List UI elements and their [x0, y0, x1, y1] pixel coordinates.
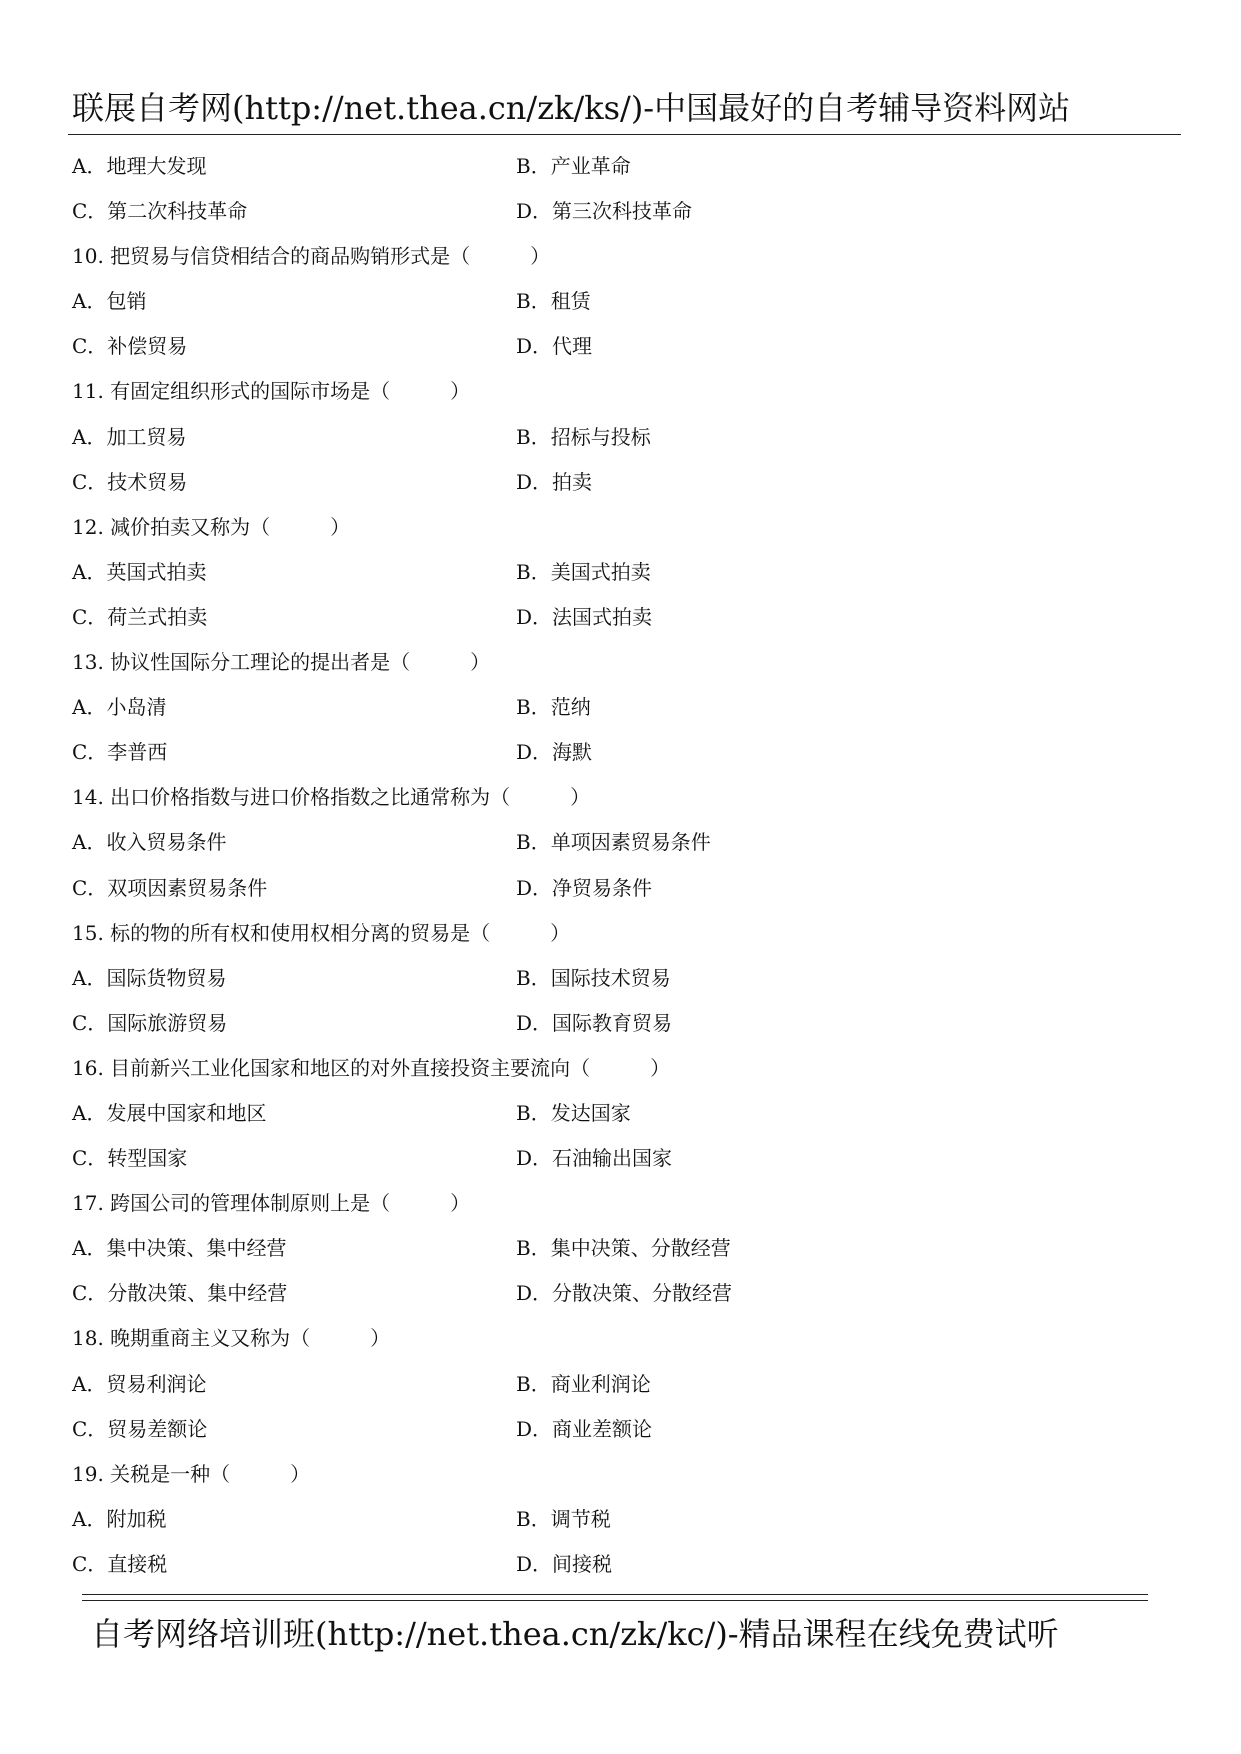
option-c: C．李普西 — [72, 740, 168, 765]
option-c: C．技术贸易 — [72, 469, 188, 494]
question-stem: 10. 把贸易与信贷相结合的商品购销形式是（ ） — [72, 244, 551, 269]
question-stem: 17. 跨国公司的管理体制原则上是（ ） — [72, 1191, 471, 1216]
option-a: A．附加税 — [72, 1506, 167, 1531]
option-row — [72, 279, 1172, 324]
option-d: D．分散决策、分散经营 — [516, 1281, 733, 1306]
option-b: B．商业利润论 — [516, 1371, 651, 1396]
option-a: A．收入贸易条件 — [72, 830, 227, 855]
option-row — [72, 1136, 1172, 1181]
option-row — [72, 1542, 1172, 1587]
option-c: C．第二次科技革命 — [72, 199, 248, 224]
option-c: C．双项因素贸易条件 — [72, 875, 268, 900]
option-b: B．国际技术贸易 — [516, 965, 671, 990]
option-a: A．包销 — [72, 289, 147, 314]
option-b: B．发达国家 — [516, 1100, 631, 1125]
option-b: B．调节税 — [516, 1506, 611, 1531]
option-c: C．分散决策、集中经营 — [72, 1281, 288, 1306]
option-row — [72, 1091, 1172, 1136]
question-stem: 14. 出口价格指数与进口价格指数之比通常称为（ ） — [72, 785, 591, 810]
option-a: A．加工贸易 — [72, 424, 187, 449]
option-row — [72, 866, 1172, 911]
option-row — [72, 1271, 1172, 1316]
option-row — [72, 324, 1172, 369]
question-stem: 19. 关税是一种（ ） — [72, 1461, 311, 1486]
option-c: C．国际旅游贸易 — [72, 1010, 228, 1035]
option-d: D．法国式拍卖 — [516, 604, 653, 629]
option-d: D．国际教育贸易 — [516, 1010, 673, 1035]
option-row — [72, 189, 1172, 234]
option-row — [72, 730, 1172, 775]
option-row — [72, 460, 1172, 505]
option-a: A．集中决策、集中经营 — [72, 1236, 287, 1261]
option-b: B．招标与投标 — [516, 424, 651, 449]
option-row — [72, 1407, 1172, 1452]
option-d: D．海默 — [516, 740, 593, 765]
question-stem: 12. 减价拍卖又称为（ ） — [72, 514, 351, 539]
option-b: B．美国式拍卖 — [516, 559, 651, 584]
option-b: B．产业革命 — [516, 154, 631, 178]
option-row — [72, 820, 1172, 865]
question-stem: 13. 协议性国际分工理论的提出者是（ ） — [72, 650, 491, 675]
option-a: A．英国式拍卖 — [72, 559, 207, 584]
option-a: A．国际货物贸易 — [72, 965, 227, 990]
question-stem: 11. 有固定组织形式的国际市场是（ ） — [72, 379, 471, 404]
option-b: B．集中决策、分散经营 — [516, 1236, 731, 1261]
option-row — [72, 550, 1172, 595]
option-c: C．荷兰式拍卖 — [72, 604, 208, 629]
option-d: D．第三次科技革命 — [516, 199, 693, 224]
option-a: A．地理大发现 — [72, 154, 207, 178]
option-b: B．租赁 — [516, 289, 591, 314]
option-a: A．贸易利润论 — [72, 1371, 207, 1396]
question-stem: 18. 晚期重商主义又称为（ ） — [72, 1326, 391, 1351]
option-d: D．净贸易条件 — [516, 875, 653, 900]
option-d: D．拍卖 — [516, 469, 593, 494]
question-stem: 16. 目前新兴工业化国家和地区的对外直接投资主要流向（ ） — [72, 1055, 671, 1080]
option-d: D．商业差额论 — [516, 1416, 653, 1441]
option-row — [72, 1001, 1172, 1046]
option-c: C．贸易差额论 — [72, 1416, 208, 1441]
option-a: A．发展中国家和地区 — [72, 1100, 267, 1125]
option-row — [72, 1226, 1172, 1271]
footer-divider — [82, 1594, 1148, 1601]
option-row — [72, 956, 1172, 1001]
option-row — [72, 144, 1172, 189]
page-footer: 自考网络培训班(http://net.thea.cn/zk/kc/)-精品课程在线免费试听 — [91, 1615, 1059, 1653]
option-d: D．代理 — [516, 334, 593, 359]
option-b: B．单项因素贸易条件 — [516, 830, 711, 855]
option-c: C．直接税 — [72, 1551, 168, 1576]
option-b: B．范纳 — [516, 695, 591, 720]
option-row — [72, 415, 1172, 460]
option-a: A．小岛清 — [72, 695, 167, 720]
option-row — [72, 595, 1172, 640]
option-row — [72, 1497, 1172, 1542]
option-c: C．转型国家 — [72, 1146, 188, 1171]
question-stem: 15. 标的物的所有权和使用权相分离的贸易是（ ） — [72, 920, 571, 945]
option-row — [72, 1362, 1172, 1407]
option-row — [72, 685, 1172, 730]
page-header: 联展自考网(http://net.thea.cn/zk/ks/)-中国最好的自考辅导资料网站 — [72, 89, 1071, 127]
option-d: D．石油输出国家 — [516, 1146, 673, 1171]
question-list — [72, 144, 1172, 1587]
option-d: D．间接税 — [516, 1551, 613, 1576]
header-divider — [68, 134, 1181, 135]
option-c: C．补偿贸易 — [72, 334, 188, 359]
